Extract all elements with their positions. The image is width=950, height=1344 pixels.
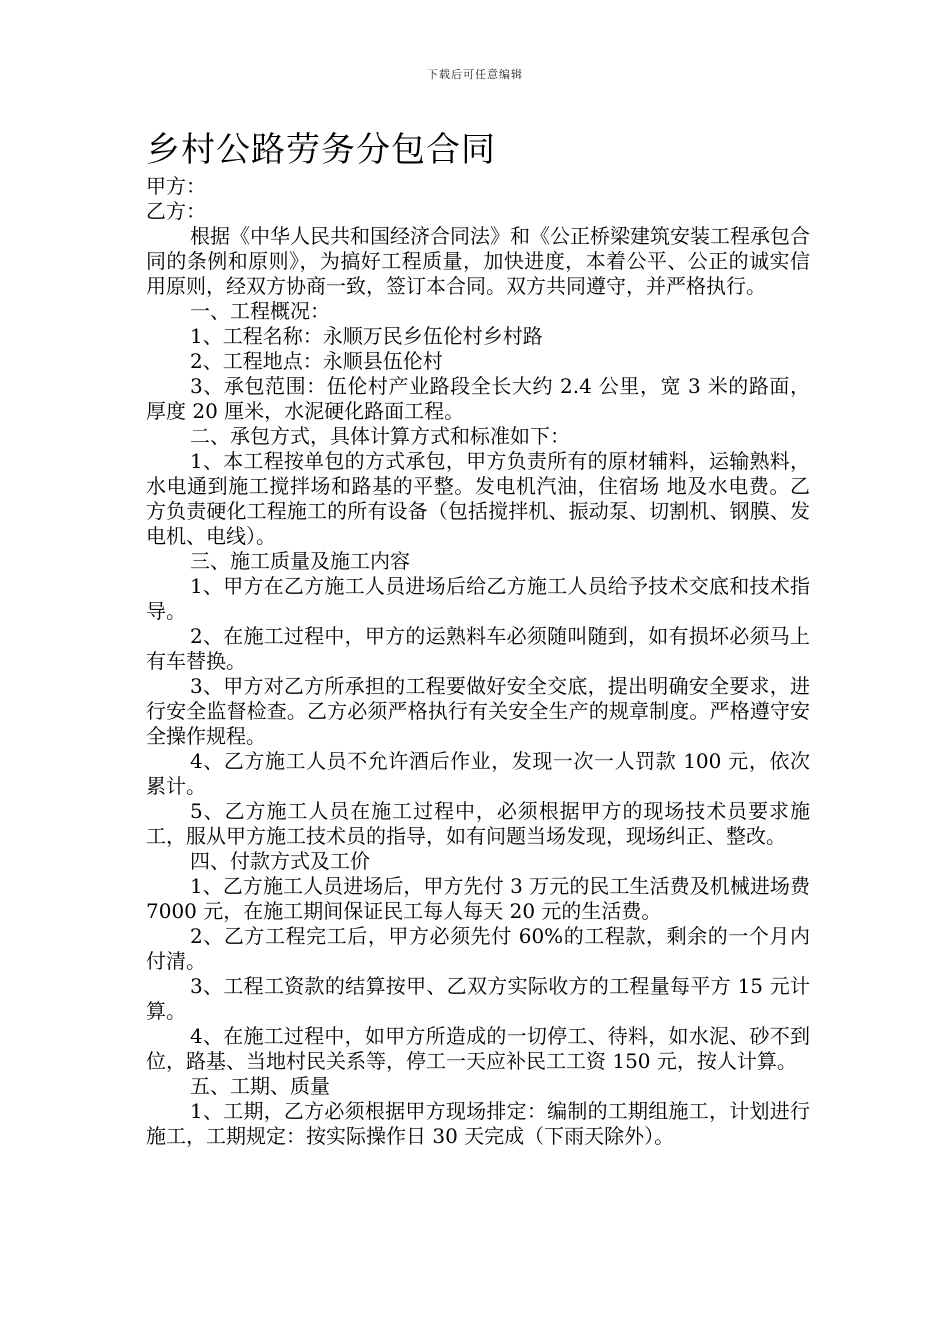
clause-contract-scope: 3、承包范围：伍伦村产业路段全长大约 2.4 公里，宽 3 米的路面，厚度 20 厘米，水泥硬化路面工程。 (146, 374, 810, 423)
section-heading-schedule-quality: 五、工期、质量 (190, 1074, 330, 1098)
clause-settlement-rate: 3、工程工资款的结算按甲、乙双方实际收方的工程量每平方 15 元计算。 (146, 974, 810, 1023)
section-heading-quality-content: 三、施工质量及施工内容 (190, 549, 410, 573)
clause-safety: 3、甲方对乙方所承担的工程要做好安全交底，提出明确安全要求，进行安全监督检查。乙方必须严格执行有关安全生产的规章制度。严格遵守安全操作规程。 (146, 674, 810, 748)
clause-no-drinking: 4、乙方施工人员不允许酒后作业，发现一次一人罚款 100 元，依次累计。 (146, 749, 810, 798)
clause-completion-payment: 2、乙方工程完工后，甲方必须先付 60%的工程款，剩余的一个月内付清。 (146, 924, 810, 973)
clause-contract-method: 1、本工程按单包的方式承包，甲方负责所有的原材辅料，运输熟料，水电通到施工搅拌场和路基的平整。发电机汽油，住宿场 地及水电费。乙方负责硬化工程施工的所有设备（包括搅拌机、振动泵、切割机、钢膜、发电机、电线）。 (146, 449, 810, 548)
clause-initial-payment: 1、乙方施工人员进场后，甲方先付 3 万元的民工生活费及机械进场费 7000 元，在施工期间保证民工每人每天 20 元的生活费。 (146, 874, 810, 923)
clause-schedule: 1、工期，乙方必须根据甲方现场排定：编制的工期组施工，计划进行施工，工期规定：按实际操作日 30 天完成（下雨天除外）。 (146, 1099, 810, 1148)
section-heading-contract-method: 二、承包方式，具体计算方式和标准如下： (190, 424, 570, 448)
clause-downtime-compensation: 4、在施工过程中，如甲方所造成的一切停工、待料，如水泥、砂不到位，路基、当地村民关系等，停工一天应补民工工资 150 元，按人计算。 (146, 1024, 810, 1073)
document-title: 乡村公路劳务分包合同 (146, 130, 496, 170)
section-heading-payment: 四、付款方式及工价 (190, 849, 370, 873)
party-a-line: 甲方： (146, 174, 206, 198)
clause-material-trucks: 2、在施工过程中，甲方的运熟料车必须随叫随到，如有损坏必须马上有车替换。 (146, 624, 810, 673)
clause-technical-briefing: 1、甲方在乙方施工人员进场后给乙方施工人员给予技术交底和技术指导。 (146, 574, 810, 623)
header-note: 下载后可任意编辑 (427, 68, 523, 81)
clause-project-name: 1、工程名称：永顺万民乡伍伦村乡村路 (190, 324, 543, 348)
preamble-paragraph: 根据《中华人民共和国经济合同法》和《公正桥梁建筑安装工程承包合同的条例和原则》，为搞好工程质量，加快进度，本着公平、公正的诚实信用原则，经双方协商一致，签订本合同。双方共同遵守，并严格执行。 (146, 224, 810, 298)
clause-follow-technician: 5、乙方施工人员在施工过程中，必须根据甲方的现场技术员要求施工，服从甲方施工技术员的指导，如有问题当场发现，现场纠正、整改。 (146, 799, 810, 848)
section-heading-project-overview: 一、工程概况： (190, 299, 330, 323)
document-body (146, 174, 810, 1149)
party-b-line: 乙方： (146, 199, 206, 223)
clause-project-location: 2、工程地点：永顺县伍伦村 (190, 349, 443, 373)
